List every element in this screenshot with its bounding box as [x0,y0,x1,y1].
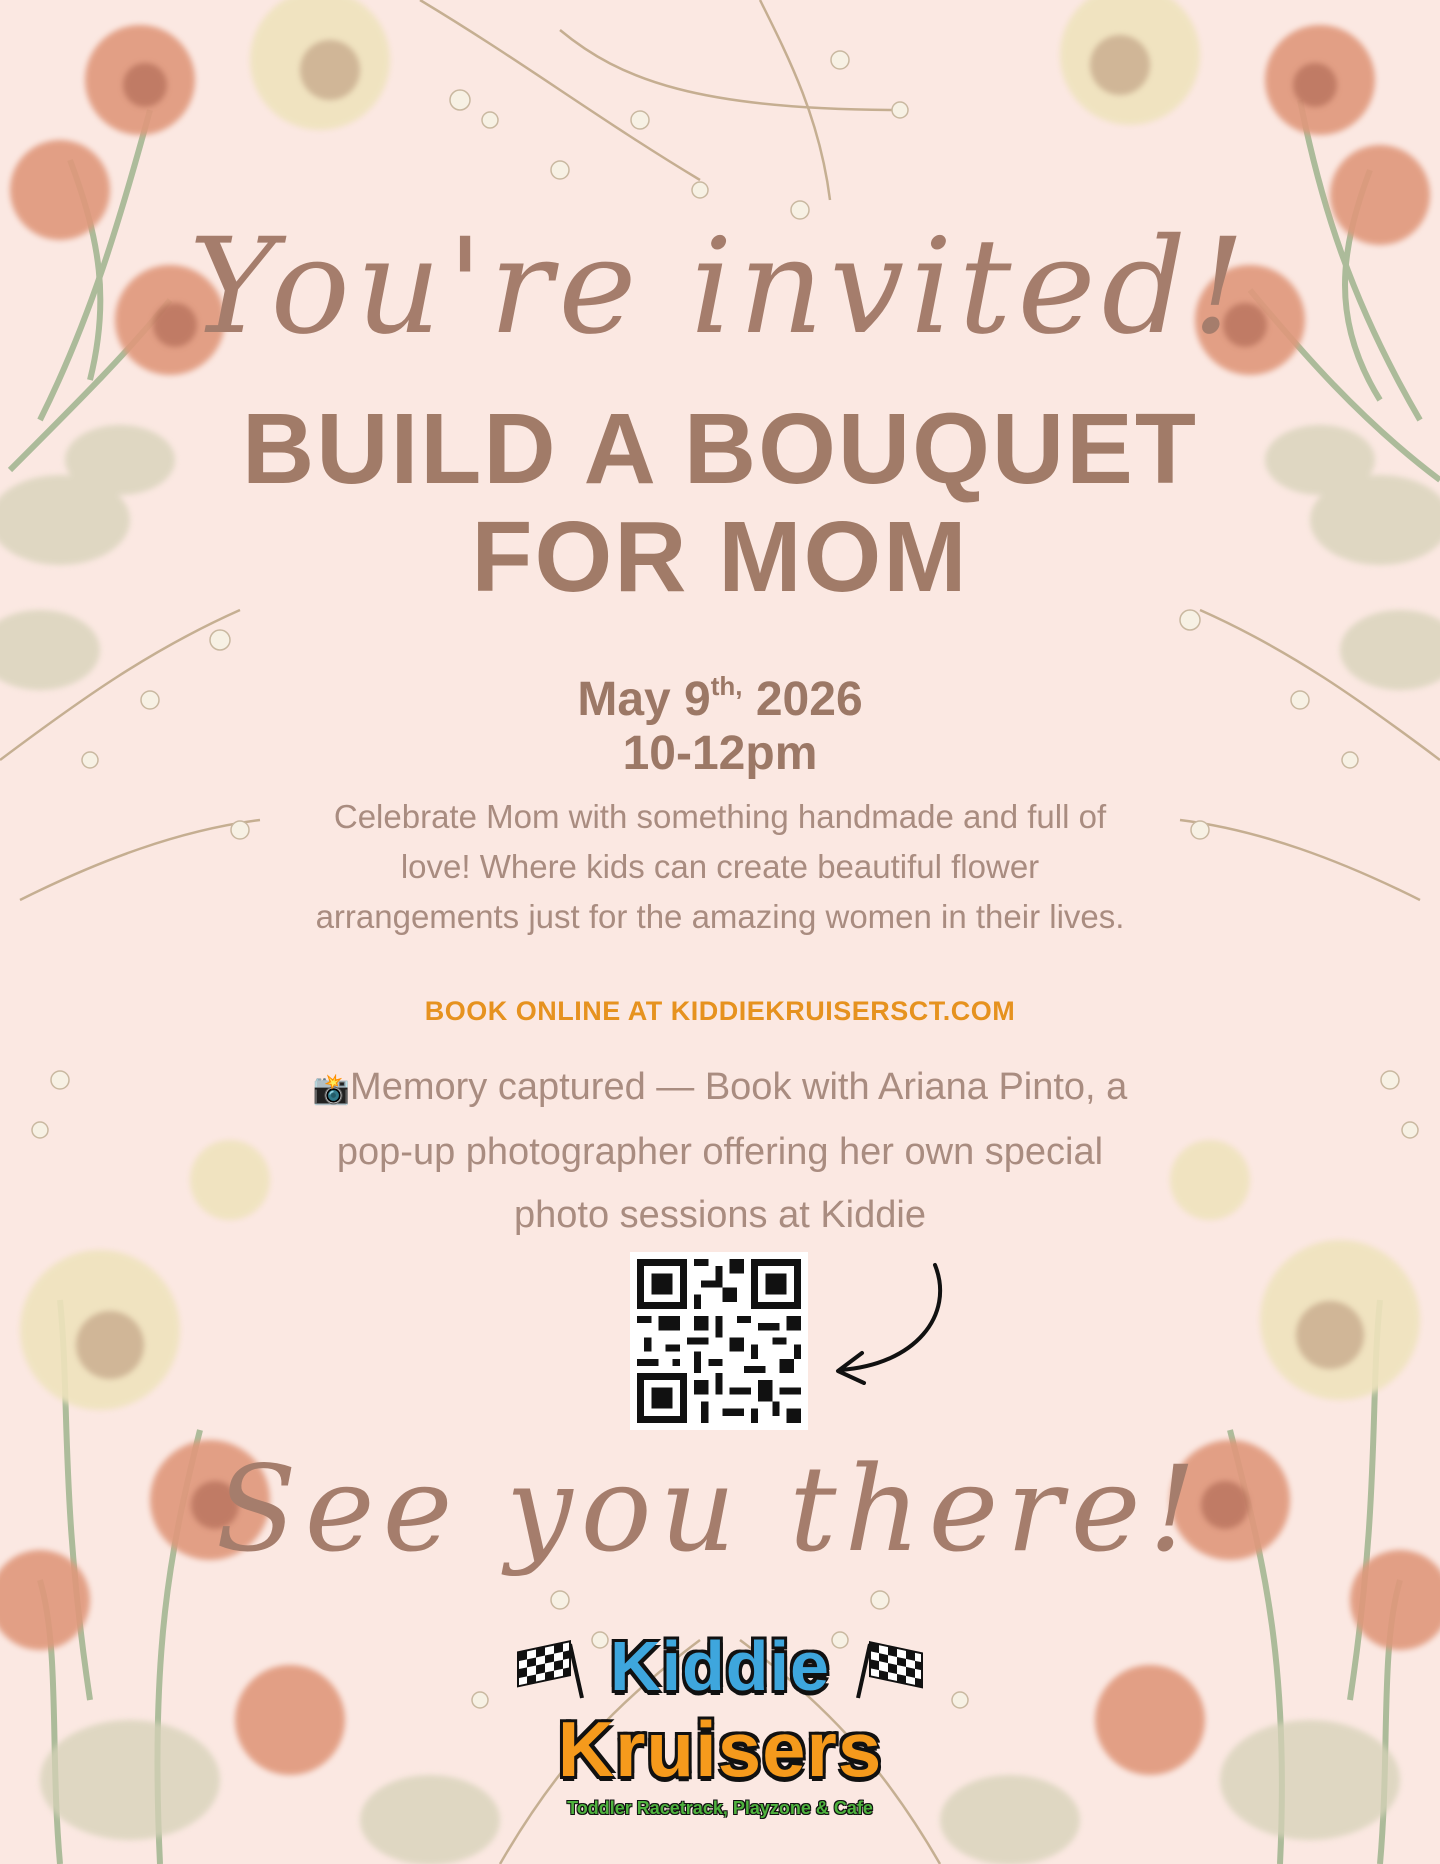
photographer-note [290,1056,1150,1247]
arrow-icon [820,1255,970,1385]
camera-flash-icon: 📸 [312,1073,351,1106]
date-year: 2026 [755,673,863,726]
event-time: 10-12pm [622,727,818,780]
title-line-1: BUILD A BOUQUET [242,393,1198,505]
closing-message: See you there! [215,1440,1205,1578]
event-date [0,655,1440,731]
title-line-2: FOR MOM [471,501,969,613]
photographer-note-text: Memory captured — Book with Ariana Pinto, a pop-up photographer offering her own special photo sessions at Kiddie [336,1066,1128,1236]
event-title [0,395,1440,611]
date-suffix: th, [710,671,743,701]
booking-link[interactable]: BOOK ONLINE AT KIDDIEKRUISERSCT.COM [424,996,1016,1026]
qr-code[interactable] [630,1252,808,1430]
logo-tagline: Toddler Racetrack, Playzone & Cafe [567,1798,873,1818]
event-description: Celebrate Mom with something handmade and full of love! Where kids can create beautiful flower arrangements just for the amazing women in their lives. [315,798,1125,935]
kiddie-kruisers-logo [500,1620,940,1850]
logo-word-kiddie: Kiddie [610,1627,830,1705]
invite-heading: You're invited! [188,210,1252,364]
date-month-day: May 9 [577,673,711,726]
logo-word-kruisers: Kruisers [557,1705,883,1793]
